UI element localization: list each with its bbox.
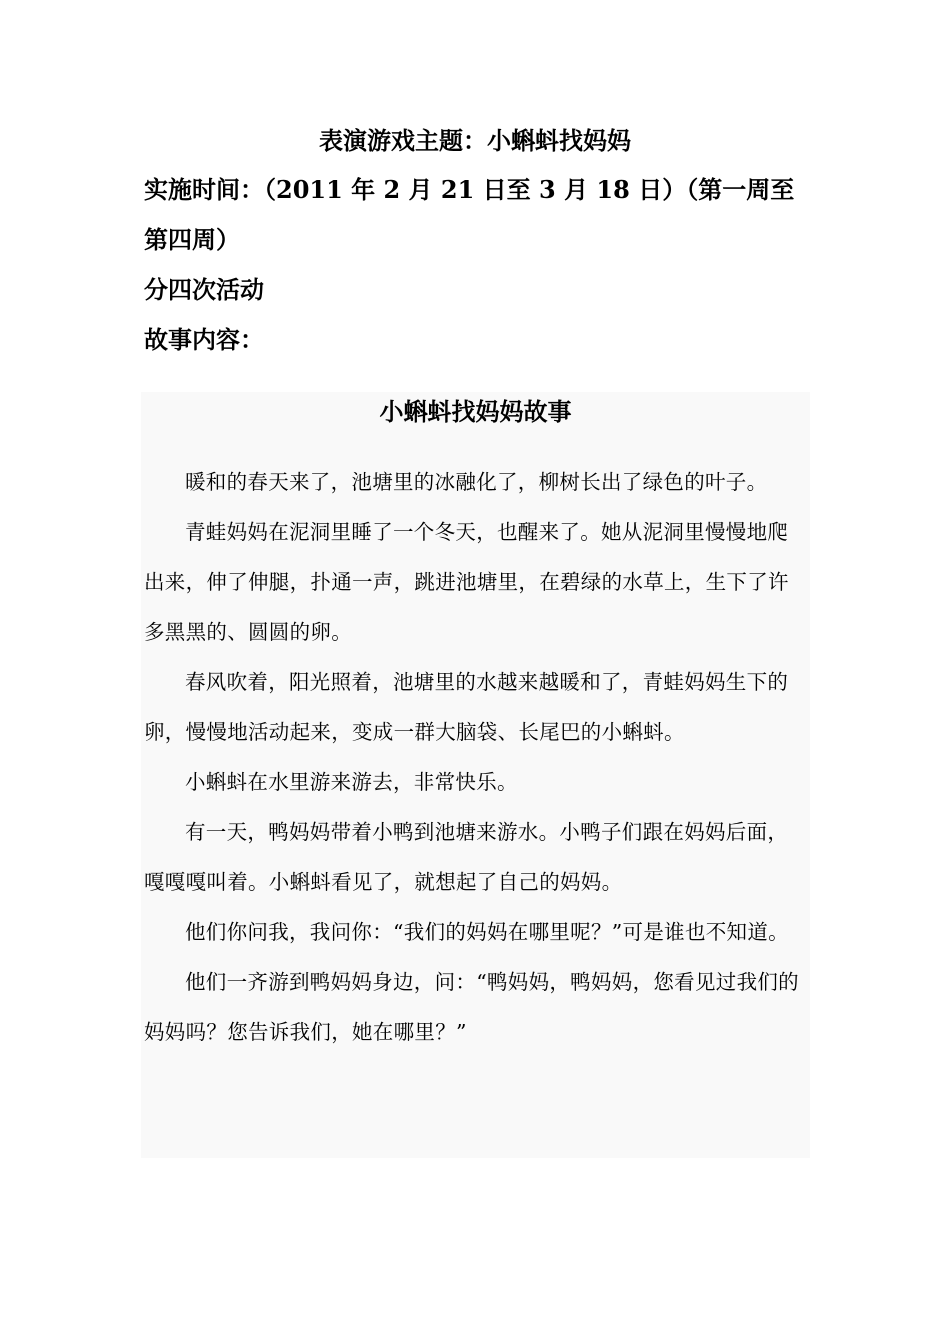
story-content-label: 故事内容： [144, 325, 264, 354]
story-body [144, 457, 808, 1057]
story-paragraph: 青蛙妈妈在泥洞里睡了一个冬天，也醒来了。她从泥洞里慢慢地爬出来，伸了伸腿，扑通一声，跳进池塘里，在碧绿的水草上，生下了许多黑黑的、圆圆的卵。 [144, 520, 789, 644]
story-paragraph: 小蝌蚪在水里游来游去，非常快乐。 [185, 770, 518, 794]
implementation-time: 实施时间：（2011 年 2 月 21 日至 3 月 18 日）（第一周至第四周） [144, 175, 795, 254]
story-paragraph: 有一天，鸭妈妈带着小鸭到池塘来游水。小鸭子们跟在妈妈后面，嘎嘎嘎叫着。小蝌蚪看见了，就想起了自己的妈妈。 [144, 820, 789, 894]
story-box [141, 392, 810, 1158]
document-title: 表演游戏主题：小蝌蚪找妈妈 [319, 126, 631, 155]
story-title: 小蝌蚪找妈妈故事 [379, 397, 572, 426]
story-paragraph: 暖和的春天来了，池塘里的冰融化了，柳树长出了绿色的叶子。 [185, 470, 768, 494]
activity-sessions: 分四次活动 [144, 275, 264, 304]
story-paragraph: 春风吹着，阳光照着，池塘里的水越来越暖和了，青蛙妈妈生下的卵，慢慢地活动起来，变成一群大脑袋、长尾巴的小蝌蚪。 [144, 670, 789, 744]
story-paragraph: 他们你问我，我问你：“我们的妈妈在哪里呢？”可是谁也不知道。 [185, 920, 789, 944]
story-paragraph: 他们一齐游到鸭妈妈身边，问：“鸭妈妈，鸭妈妈，您看见过我们的妈妈吗？您告诉我们，她在哪里？” [144, 970, 799, 1044]
